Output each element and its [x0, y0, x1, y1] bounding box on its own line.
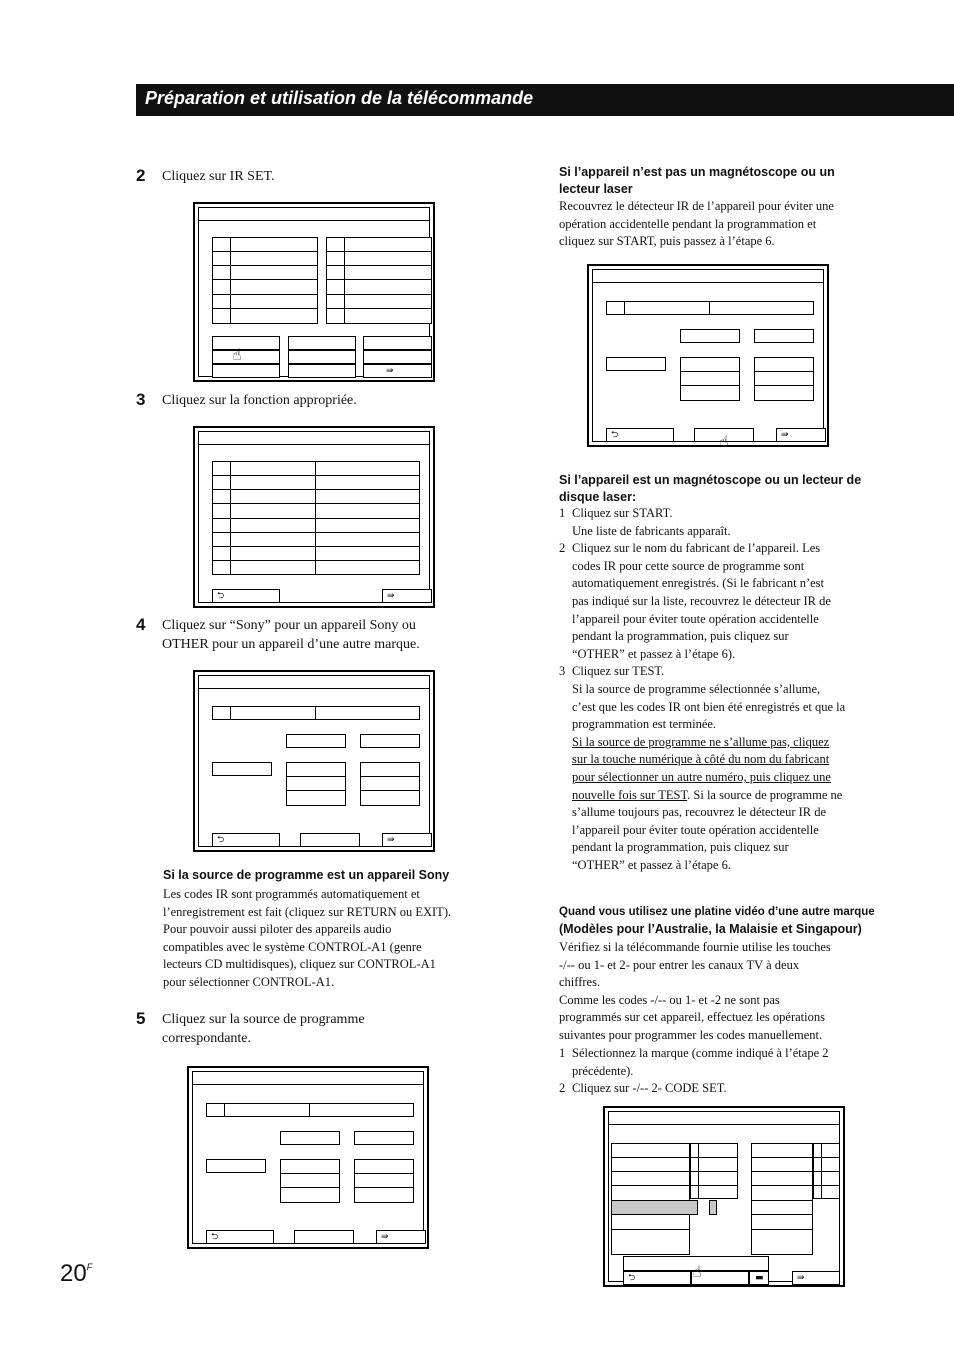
step-4-text: Cliquez sur “Sony” pour un appareil Sony ou OTHER pour un appareil d’une autre marque. [162, 618, 420, 652]
other-vcr-heading: Quand vous utilisez une platine vidéo d’une autre marque (Modèles pour l’Australie, la Malaisie et Singapour) [559, 906, 875, 936]
return-button[interactable] [212, 589, 280, 603]
step-5-text: Cliquez sur la source de programme correspondante. [162, 1012, 365, 1046]
list-item: 2 Cliquez sur -/-- 2- CODE SET. [559, 1081, 727, 1096]
exit-arrow-icon: ⇛ [797, 1273, 805, 1283]
exit-button[interactable] [376, 1230, 426, 1244]
ir-set-button[interactable] [212, 350, 280, 364]
hand-pointer-icon: ☝ [692, 1262, 702, 1281]
other-vcr-steps [559, 1045, 899, 1098]
screen-function-select [193, 426, 435, 608]
minus-icon: ▬ [755, 1273, 764, 1283]
list-item: 2 Cliquez sur le nom du fabricant de l’appareil. Les codes IR pour cette source de programme sont automatiquement enregistrés. (Si le fabricant n’est pas indiqué sur la liste, recouvrez le détecteur IR de l’appareil pour éviter toute opération accidentelle pendant la programmation, puis cliquez sur “OTHER” et passez à l’étape 6). [559, 541, 831, 661]
return-arrow-icon: ⮌ [611, 430, 619, 440]
hand-pointer-icon: ☝ [232, 345, 242, 364]
return-arrow-icon: ⮌ [217, 835, 225, 845]
list-item: 1 Cliquez sur START. Une liste de fabricants apparaît. [559, 506, 731, 538]
hand-pointer-icon: ☝ [719, 432, 729, 451]
exit-arrow-icon: ⇛ [781, 430, 789, 440]
exit-button[interactable] [792, 1271, 840, 1285]
step-3-text: Cliquez sur la fonction appropriée. [162, 393, 357, 408]
step-number-5: 5 [136, 1009, 146, 1028]
exit-button[interactable] [363, 364, 432, 378]
screen-start [587, 264, 829, 451]
screen-ir-set [193, 202, 435, 382]
screen-source-select [187, 1066, 429, 1249]
list-item: 3 Cliquez sur TEST. Si la source de programme sélectionnée s’allume, c’est que les codes IR ont bien été enregistrés et que la programmation est terminée. Si la source de programme ne s’allume pas, cliquez sur la touche numérique à côté du nom du fabricant pour sélectionner un autre numéro, puis cliquez une nouvelle fois sur TEST. Si la source de programme ne s’allume toujours pas, recouvrez le détecteur IR de l’appareil pour éviter toute opération accidentelle pendant la programmation, puis cliquez sur “OTHER” et passez à l’étape 6. [559, 664, 846, 872]
other-vcr-paragraph: Vérifiez si la télécommande fournie utilise les touches -/-- ou 1- et 2- pour entrer les canaux TV à deux chiffres. Comme les codes -/-- ou 1- et -2 ne sont pas programmés sur cet appareil, effectuez les opérations suivantes pour programmer les codes manuellement. [559, 940, 831, 1042]
return-button[interactable] [206, 1230, 274, 1244]
section-title: Préparation et utilisation de la télécommande [145, 88, 534, 108]
not-vcr-heading: Si l’appareil n’est pas un magnétoscope ou un lecteur laser [559, 165, 835, 196]
exit-button[interactable] [382, 833, 432, 847]
exit-button[interactable] [382, 589, 432, 603]
return-arrow-icon: ⮌ [217, 591, 225, 601]
exit-arrow-icon: ⇛ [381, 1232, 389, 1242]
return-button[interactable] [212, 833, 280, 847]
return-button[interactable] [623, 1271, 691, 1285]
vcr-steps [559, 505, 899, 874]
step-number-2: 2 [136, 166, 146, 185]
exit-button[interactable] [776, 428, 826, 442]
exit-arrow-icon: ⇛ [387, 591, 395, 601]
sony-heading: Si la source de programme est un appareil Sony [163, 868, 450, 882]
page-number: $20^F$ [60, 1260, 93, 1287]
exit-arrow-icon: ⇛ [387, 835, 395, 845]
exit-arrow-icon: ⇛ [386, 366, 394, 376]
return-button[interactable] [606, 428, 674, 442]
list-item: 1 Sélectionnez la marque (comme indiqué à l’étape 2 précédente). [559, 1046, 829, 1078]
sony-paragraph: Les codes IR sont programmés automatiquement et l’enregistrement est fait (cliquez sur RETURN ou EXIT). Pour pouvoir aussi piloter des appareils audio compatibles avec le système CONTROL-A1 (genre lecteurs CD multidisques), cliquez sur CONTROL-A1 pour sélectionner CONTROL-A1. [163, 887, 452, 989]
screen-code-set [603, 1106, 845, 1287]
step-2-text: Cliquez sur IR SET. [162, 169, 275, 184]
screen-maker-select [193, 670, 435, 852]
not-vcr-paragraph: Recouvrez le détecteur IR de l’appareil pour éviter une opération accidentelle pendant la programmation et cliquez sur START, puis passez à l’étape 6. [559, 199, 834, 249]
step-number-3: 3 [136, 390, 146, 409]
vcr-heading: Si l’appareil est un magnétoscope ou un lecteur de disque laser: [559, 473, 862, 504]
return-arrow-icon: ⮌ [211, 1232, 219, 1242]
return-arrow-icon: ⮌ [628, 1273, 636, 1283]
step-number-4: 4 [136, 615, 146, 634]
section-banner [136, 84, 954, 116]
